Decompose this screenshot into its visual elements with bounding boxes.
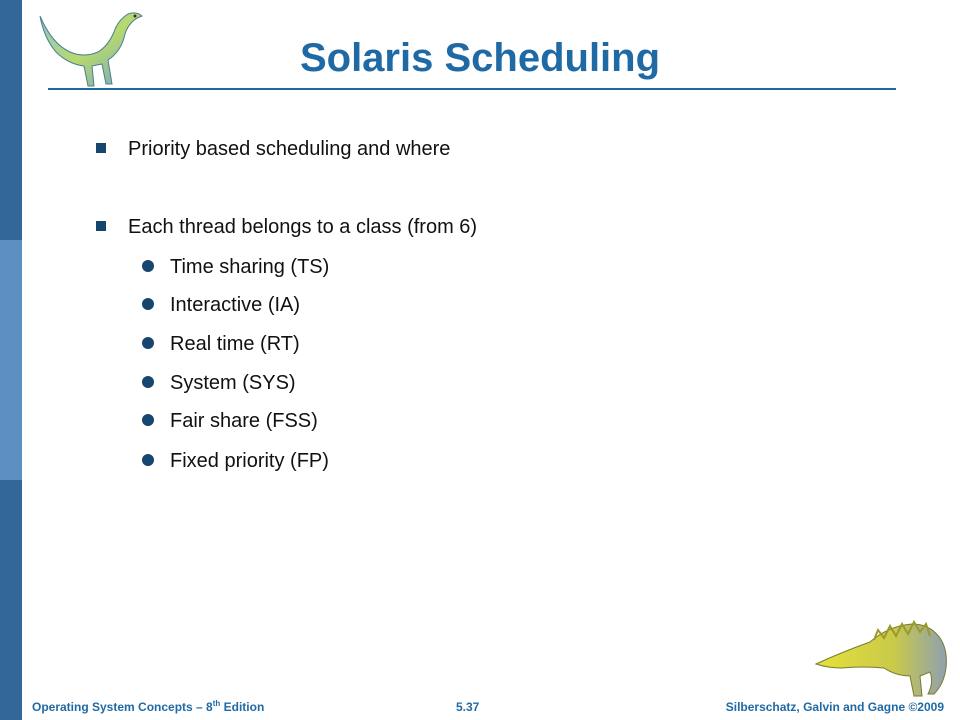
- square-bullet-icon: [96, 143, 106, 153]
- sub-bullet-text: Fair share (FSS): [170, 410, 318, 432]
- sidebar-segment-middle: [0, 240, 22, 480]
- sub-bullet-text: Time sharing (TS): [170, 256, 330, 278]
- square-bullet-icon: [96, 221, 106, 231]
- sidebar-segment-top: [0, 0, 22, 240]
- title-underline: [48, 88, 896, 90]
- round-bullet-icon: [142, 260, 154, 272]
- bullet-priority-based: [96, 138, 450, 161]
- sub-bullet-real-time: [142, 333, 300, 356]
- round-bullet-icon: [142, 337, 154, 349]
- sub-bullet-text: System (SYS): [170, 372, 296, 394]
- sidebar-segment-bottom: [0, 480, 22, 720]
- sub-bullet-system: [142, 372, 296, 395]
- sub-bullet-text: Fixed priority (FP): [170, 450, 329, 472]
- bullet-thread-class: [96, 216, 477, 239]
- sub-bullet-fair-share: [142, 410, 318, 433]
- round-bullet-icon: [142, 298, 154, 310]
- footer-page-number: 5.37: [456, 700, 480, 714]
- round-bullet-icon: [142, 454, 154, 466]
- slide-title: Solaris Scheduling: [299, 36, 661, 80]
- bullet-text: Each thread belongs to a class (from 6): [128, 216, 478, 238]
- bullet-text: Priority based scheduling and where: [128, 138, 451, 160]
- slide-footer: [0, 690, 960, 720]
- sub-bullet-text: Real time (RT): [170, 333, 300, 355]
- round-bullet-icon: [142, 376, 154, 388]
- dinosaur-logo-icon: [32, 6, 148, 92]
- sub-bullet-interactive: [142, 294, 300, 317]
- sub-bullet-fixed-priority: [142, 450, 329, 473]
- footer-copyright: Silberschatz, Galvin and Gagne ©2009: [725, 700, 944, 714]
- sub-bullet-text: Interactive (IA): [170, 294, 301, 316]
- left-sidebar-band: [0, 0, 22, 720]
- sub-bullet-time-sharing: [142, 256, 329, 279]
- dinosaur-footer-icon: [812, 612, 952, 702]
- round-bullet-icon: [142, 414, 154, 426]
- footer-book-title: Operating System Concepts – 8th Edition: [32, 699, 265, 714]
